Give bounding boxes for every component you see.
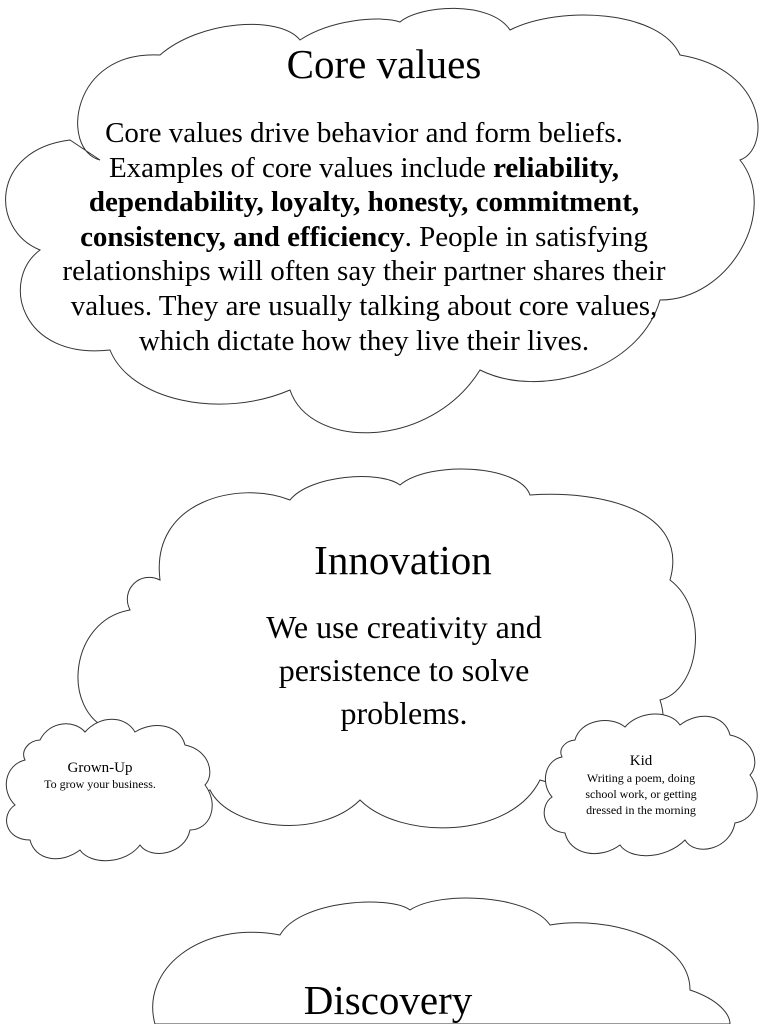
grown-up-title: Grown-Up [67, 760, 133, 776]
core-values-title: Core values [286, 41, 482, 87]
innovation-body: We use creativity and persistence to solve problems. [266, 609, 542, 731]
kid-body: Writing a poem, doing school work, or getting dressed in the morning [585, 771, 697, 817]
core-values-body-rest: . People in satisfying relationships will often say their partner shares their values. They are usually talking about core values, which dictate how they live their lives. [62, 220, 666, 357]
grown-up-body: To grow your business. [44, 777, 156, 791]
core-values-examples: reliability, dependability, loyalty, honesty, commitment, consistency, and efficiency [80, 151, 640, 253]
core-values-body [50, 116, 678, 358]
kid-title: Kid [629, 753, 653, 769]
innovation-title: Innovation [314, 537, 492, 583]
core-values-body-intro: Core values drive behavior and form beliefs. Examples of core values include [105, 117, 623, 184]
discovery-title: Discovery [303, 977, 473, 1023]
